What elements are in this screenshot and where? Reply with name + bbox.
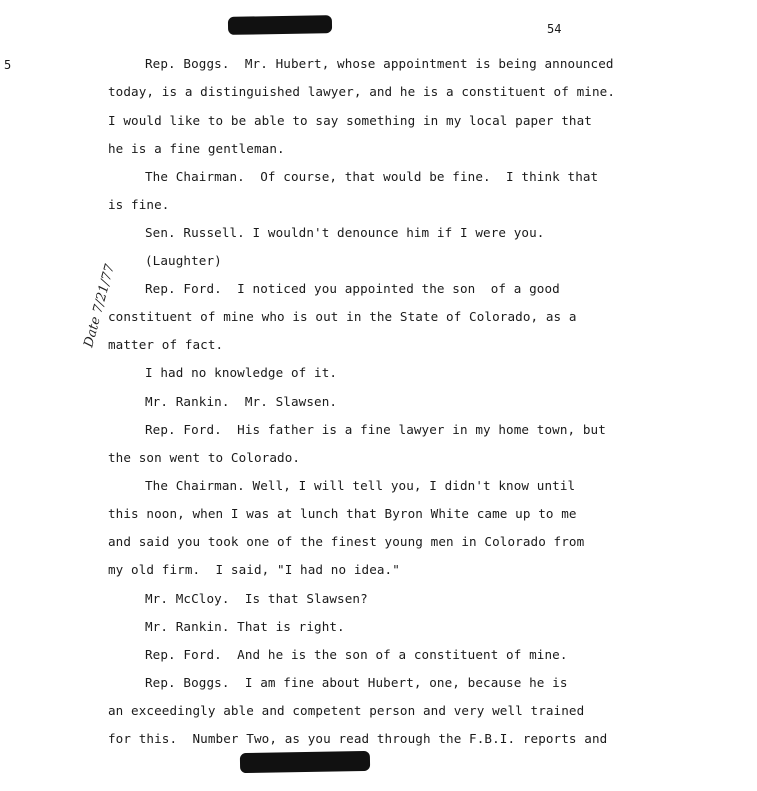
transcript-line: (Laughter) — [145, 253, 222, 268]
redaction-bar-bottom — [240, 751, 370, 773]
transcript-line: and said you took one of the finest young men in Colorado from — [108, 534, 585, 549]
transcript-line: The Chairman. Well, I will tell you, I didn't know until — [145, 478, 576, 493]
transcript-line: Rep. Ford. And he is the son of a constituent of mine. — [145, 647, 568, 662]
transcript-line: an exceedingly able and competent person and very well trained — [108, 703, 585, 718]
transcript-line: Rep. Ford. His father is a fine lawyer in my home town, but — [145, 422, 606, 437]
transcript-line: my old firm. I said, "I had no idea." — [108, 562, 400, 577]
transcript-line: today, is a distinguished lawyer, and he is a constituent of mine. — [108, 84, 616, 99]
handwritten-date-text: Date 7/21/77 — [81, 262, 118, 350]
transcript-line: this noon, when I was at lunch that Byron White came up to me — [108, 506, 577, 521]
transcript-line: constituent of mine who is out in the State of Colorado, as a — [108, 309, 577, 324]
redaction-bar-top — [228, 15, 332, 35]
transcript-line: Rep. Boggs. Mr. Hubert, whose appointment is being announced — [145, 56, 614, 71]
margin-marker: 5 — [4, 58, 12, 72]
transcript-line: I had no knowledge of it. — [145, 365, 338, 380]
transcript-line: the son went to Colorado. — [108, 450, 301, 465]
transcript-line: Mr. Rankin. That is right. — [145, 619, 345, 634]
transcript-line: Sen. Russell. I wouldn't denounce him if I were you. — [145, 225, 545, 240]
transcript-line: The Chairman. Of course, that would be fine. I think that — [145, 169, 599, 184]
handwritten-date-note — [52, 252, 118, 352]
transcript-line: matter of fact. — [108, 337, 224, 352]
transcript-line: Mr. McCloy. Is that Slawsen? — [145, 591, 368, 606]
transcript-line: Rep. Ford. I noticed you appointed the son of a good — [145, 281, 560, 296]
page-number: 54 — [547, 22, 562, 36]
transcript-line: he is a fine gentleman. — [108, 141, 285, 156]
transcript-line: for this. Number Two, as you read through the F.B.I. reports and — [108, 731, 608, 746]
transcript-line: I would like to be able to say something in my local paper that — [108, 113, 592, 128]
transcript-line: is fine. — [108, 197, 170, 212]
transcript-line: Rep. Boggs. I am fine about Hubert, one, because he is — [145, 675, 568, 690]
transcript-line: Mr. Rankin. Mr. Slawsen. — [145, 394, 338, 409]
